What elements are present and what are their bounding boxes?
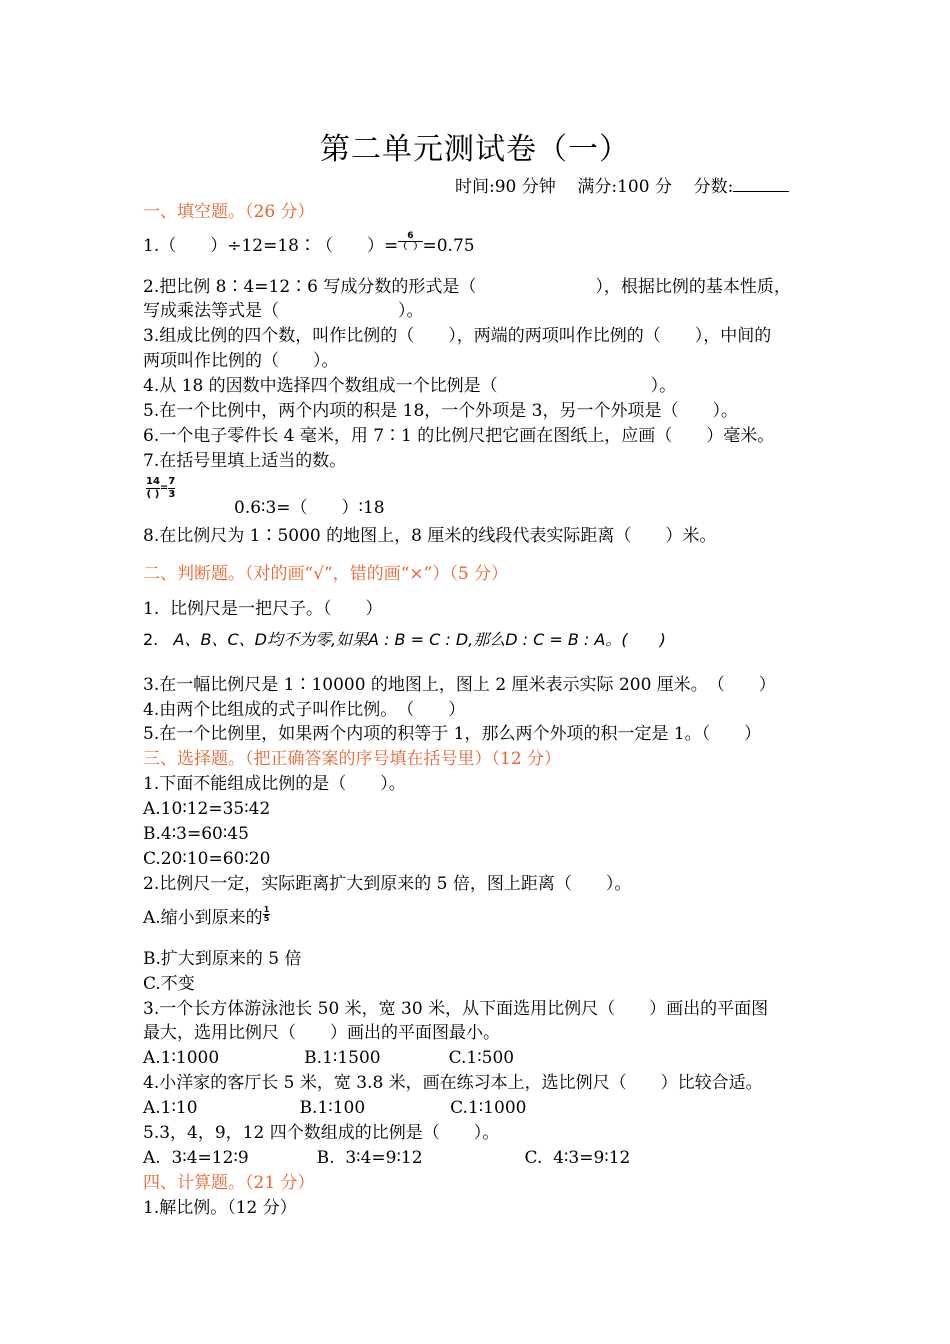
score-blank [733, 176, 789, 192]
s2-q1: 1. 比例尺是一把尺子。（ ） [143, 599, 383, 619]
section-4-heading: 四、计算题。（21 分） [143, 1173, 315, 1193]
page-title: 第二单元测试卷（一） [320, 132, 630, 167]
s1-q7-fraction-equation: 14 ( ) = $\frac{7}{3}$ [146, 476, 176, 500]
s3-q1-option-b: B.4∶3=60∶45 [143, 824, 249, 844]
s1-q1 [143, 231, 475, 257]
s1-q7: 7.在括号里填上适当的数。 [143, 451, 347, 471]
s1-q6: 6.一个电子零件长 4 毫米，用 7∶1 的比例尺把它画在图纸上，应画（ ）毫米。 [143, 426, 775, 446]
s1-q4: 4.从 18 的因数中选择四个数组成一个比例是（ ）。 [143, 376, 677, 396]
exam-meta [455, 176, 789, 198]
s1-q8: 8.在比例尺为 1∶5000 的地图上，8 厘米的线段代表实际距离（ ）米。 [143, 526, 717, 546]
section-2-heading: 二、判断题。（对的画“√”，错的画“×”）（5 分） [143, 564, 509, 584]
s1-q1-tail: =0.75 [422, 236, 475, 256]
s3-q5: 5.3，4，9，12 四个数组成的比例是（ ）。 [143, 1123, 500, 1143]
s3-q2-option-a-text: A.缩小到原来的 [143, 908, 263, 928]
s3-q1-option-a: A.10∶12=35∶42 [143, 799, 271, 819]
s2-q4: 4.由两个比组成的式子叫作比例。 （ ） [143, 700, 466, 720]
time-label: 时间:90 分钟 [455, 177, 556, 197]
score-label: 分数: [693, 177, 734, 197]
s2-q2-num: 2. [143, 630, 159, 649]
section-3-heading: 三、选择题。（把正确答案的序号填在括号里）（12 分） [143, 749, 562, 769]
s1-q7-right-num: 7 [168, 476, 176, 487]
s3-q2-option-a-fraction [263, 906, 271, 923]
s3-q5-options: A. 3∶4=12∶9 B. 3∶4=9∶12 C. 4∶3=9∶12 [143, 1148, 631, 1168]
s1-q2-line2: 写成乘法等式是（ ）。 [143, 301, 424, 321]
s2-q3: 3.在一幅比例尺是 1∶10000 的地图上，图上 2 厘米表示实际 200 厘米。 （ ） [143, 675, 776, 695]
s1-q2-line1: 2.把比例 8∶4=12∶6 写成分数的形式是（ ），根据比例的基本性质， [143, 277, 791, 297]
s1-q7-left-den: ( ) [146, 489, 160, 500]
s1-q1-fraction [398, 231, 422, 252]
s3-q2: 2.比例尺一定，实际距离扩大到原来的 5 倍，图上距离（ ）。 [143, 874, 632, 894]
s3-q4: 4.小洋家的客厅长 5 米，宽 3.8 米，画在练习本上，选比例尺（ ）比较合适。 [143, 1073, 763, 1093]
s1-q3-line1: 3.组成比例的四个数，叫作比例的（ ），两端的两项叫作比例的（ ），中间的 [143, 326, 772, 346]
s3-q2-frac-num: 1 [263, 905, 270, 914]
s1-q1-frac-num: 6 [398, 231, 422, 242]
s2-q2 [143, 629, 666, 651]
s3-q4-options: A.1∶10 B.1∶100 C.1∶1000 [143, 1098, 527, 1118]
s3-q3-line1: 3.一个长方体游泳池长 50 米，宽 30 米，从下面选用比例尺（ ）画出的平面图 [143, 999, 769, 1019]
s3-q2-option-b: B.扩大到原来的 5 倍 [143, 949, 302, 969]
section-1-heading: 一、填空题。（26 分） [143, 202, 315, 222]
s2-q5: 5.在一个比例里，如果两个内项的积等于 1，那么两个外项的积一定是 1。（ ） [143, 724, 762, 744]
s2-q2-text: A、B、C、D均不为零,如果A : B = C : D,那么D : C = B : A。( ) [173, 630, 666, 649]
s4-q1: 1.解比例。（12 分） [143, 1198, 297, 1218]
s3-q2-option-c: C.不变 [143, 974, 195, 994]
s3-q1-option-c: C.20∶10=60∶20 [143, 849, 271, 869]
s3-q3-line2: 最大，选用比例尺（ ）画出的平面图最小。 [143, 1023, 500, 1043]
s3-q1: 1.下面不能组成比例的是（ ）。 [143, 774, 406, 794]
s3-q2-frac-den: 5 [263, 914, 270, 923]
full-score-label: 满分:100 分 [577, 177, 672, 197]
s3-q3-options: A.1∶1000 B.1∶1500 C.1∶500 [143, 1048, 515, 1068]
s3-q2-option-a [143, 907, 270, 929]
s1-q7-left-num: 14 [146, 476, 160, 487]
s1-q1-frac-den: （ ） [398, 242, 423, 252]
s1-q3-line2: 两项叫作比例的（ ）。 [143, 351, 339, 371]
s1-q1-text: 1.（ ）÷12=18∶（ ）= [143, 236, 399, 256]
s1-q5: 5.在一个比例中，两个内项的积是 18，一个外项是 3，另一个外项是（ ）。 [143, 401, 738, 421]
s1-q7-equation: 0.6∶3=（ ）∶18 [234, 498, 385, 518]
s1-q7-right-den: 3 [168, 489, 176, 500]
